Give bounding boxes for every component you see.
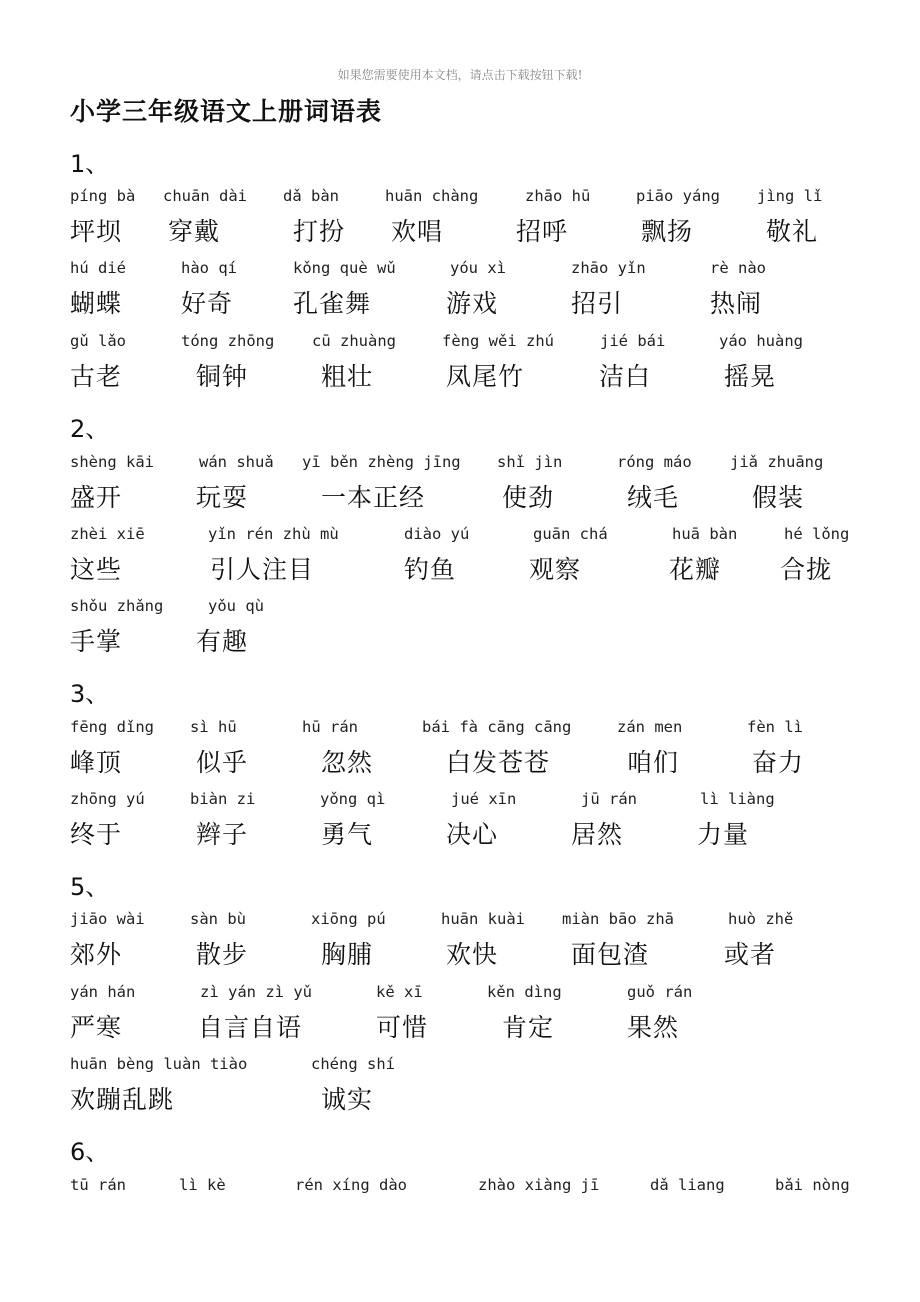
pinyin-text: jìng lǐ <box>757 187 823 205</box>
download-notice: 如果您需要使用本文档，请点击下载按钮下载! <box>337 68 583 82</box>
pinyin-text: diào yú <box>404 525 470 543</box>
pinyin-text: róng máo <box>617 453 692 471</box>
pinyin-text: píng bà <box>70 187 136 205</box>
pinyin-text: zhāo hū <box>525 187 591 205</box>
vocab-word: 这些 <box>70 555 123 584</box>
vocab-word: 好奇 <box>181 289 234 318</box>
vocab-word: 咱们 <box>627 748 680 777</box>
vocab-word: 有趣 <box>196 627 249 656</box>
pinyin-text: rén xíng dào <box>295 1176 407 1194</box>
vocab-word: 使劲 <box>502 483 555 512</box>
vocab-word: 欢快 <box>446 940 499 969</box>
vocab-word: 决心 <box>446 820 499 849</box>
pinyin-text: cū zhuàng <box>312 332 396 350</box>
vocab-word: 盛开 <box>70 483 123 512</box>
vocab-word: 散步 <box>196 940 249 969</box>
vocab-word: 招引 <box>571 289 624 318</box>
vocab-word: 勇气 <box>321 820 374 849</box>
vocab-word: 打扮 <box>293 217 346 246</box>
vocab-word: 凤尾竹 <box>446 362 525 391</box>
vocab-word: 终于 <box>70 820 123 849</box>
pinyin-text: lì kè <box>179 1176 226 1194</box>
pinyin-text: yáo huàng <box>719 332 803 350</box>
lesson-number: 5、 <box>70 873 110 901</box>
pinyin-text: dǎ liang <box>650 1176 725 1194</box>
vocab-word: 肯定 <box>502 1013 555 1042</box>
pinyin-text: zhèi xiē <box>70 525 145 543</box>
pinyin-text: kěn dìng <box>487 983 562 1001</box>
vocab-word: 飘扬 <box>641 217 694 246</box>
pinyin-text: fèng wěi zhú <box>442 332 554 350</box>
vocab-word: 忽然 <box>321 748 374 777</box>
lesson-number: 6、 <box>70 1138 110 1166</box>
vocab-word: 敬礼 <box>766 217 819 246</box>
pinyin-text: fèn lì <box>747 718 803 736</box>
pinyin-text: xiōng pú <box>311 910 386 928</box>
pinyin-text: huā bàn <box>672 525 738 543</box>
vocab-word: 钓鱼 <box>404 555 457 584</box>
lesson-number: 2、 <box>70 415 110 443</box>
vocab-word: 一本正经 <box>321 483 426 512</box>
vocab-word: 欢唱 <box>391 217 444 246</box>
pinyin-text: sì hū <box>190 718 237 736</box>
vocab-word: 粗壮 <box>321 362 374 391</box>
vocab-word: 绒毛 <box>627 483 680 512</box>
vocab-word: 游戏 <box>446 289 499 318</box>
vocab-word: 假装 <box>752 483 805 512</box>
pinyin-text: yī běn zhèng jīng <box>302 453 461 471</box>
pinyin-text: hào qí <box>181 259 237 277</box>
pinyin-text: huān chàng <box>385 187 479 205</box>
vocab-word: 铜钟 <box>196 362 249 391</box>
pinyin-text: hū rán <box>302 718 358 736</box>
pinyin-text: bái fà cāng cāng <box>422 718 572 736</box>
pinyin-text: shǒu zhǎng <box>70 597 164 615</box>
pinyin-text: zán men <box>617 718 683 736</box>
pinyin-text: hé lǒng <box>784 525 850 543</box>
pinyin-text: rè nào <box>710 259 766 277</box>
vocab-word: 自言自语 <box>198 1013 303 1042</box>
pinyin-text: jué xīn <box>451 790 517 808</box>
pinyin-text: yǒu qù <box>208 597 264 615</box>
vocab-word: 热闹 <box>710 289 763 318</box>
vocab-word: 古老 <box>70 362 123 391</box>
pinyin-text: yóu xì <box>450 259 506 277</box>
pinyin-text: zhōng yú <box>70 790 145 808</box>
vocab-word: 居然 <box>571 820 624 849</box>
pinyin-text: tū rán <box>70 1176 126 1194</box>
vocab-word: 似乎 <box>196 748 249 777</box>
pinyin-text: chéng shí <box>311 1055 395 1073</box>
page-title: 小学三年级语文上册词语表 <box>70 97 383 126</box>
vocab-word: 花瓣 <box>669 555 722 584</box>
pinyin-text: guǒ rán <box>627 983 693 1001</box>
pinyin-text: chuān dài <box>163 187 247 205</box>
pinyin-text: wán shuǎ <box>199 453 274 471</box>
vocab-word: 严寒 <box>70 1013 123 1042</box>
pinyin-text: yán hán <box>70 983 136 1001</box>
vocab-word: 白发苍苍 <box>446 748 551 777</box>
pinyin-text: hú dié <box>70 259 126 277</box>
pinyin-text: yǒng qì <box>320 790 386 808</box>
pinyin-text: miàn bāo zhā <box>562 910 674 928</box>
pinyin-text: kǒng què wǔ <box>293 259 396 277</box>
vocab-word: 穿戴 <box>168 217 221 246</box>
pinyin-text: jiǎ zhuāng <box>730 453 824 471</box>
vocab-word: 胸脯 <box>321 940 374 969</box>
pinyin-text: zhāo yǐn <box>571 259 646 277</box>
vocab-word: 招呼 <box>516 217 569 246</box>
vocab-word: 郊外 <box>70 940 123 969</box>
vocab-word: 引人注目 <box>210 555 315 584</box>
pinyin-text: yǐn rén zhù mù <box>208 525 339 543</box>
vocab-word: 摇晃 <box>724 362 777 391</box>
lesson-number: 1、 <box>70 150 110 178</box>
pinyin-text: huān kuài <box>441 910 525 928</box>
pinyin-text: zì yán zì yǔ <box>200 983 312 1001</box>
pinyin-text: biàn zi <box>190 790 256 808</box>
pinyin-text: shèng kāi <box>70 453 154 471</box>
pinyin-text: huān bèng luàn tiào <box>70 1055 248 1073</box>
lesson-number: 3、 <box>70 680 110 708</box>
vocab-word: 诚实 <box>321 1085 374 1114</box>
vocab-word: 辫子 <box>196 820 249 849</box>
pinyin-text: bǎi nòng <box>775 1176 850 1194</box>
pinyin-text: jiāo wài <box>70 910 145 928</box>
vocab-word: 观察 <box>529 555 582 584</box>
pinyin-text: dǎ bàn <box>283 187 339 205</box>
vocab-word: 蝴蝶 <box>70 289 123 318</box>
pinyin-text: zhào xiàng jī <box>478 1176 600 1194</box>
pinyin-text: piāo yáng <box>636 187 720 205</box>
pinyin-text: gǔ lǎo <box>70 332 126 350</box>
vocab-word: 可惜 <box>376 1013 429 1042</box>
vocab-word: 面包渣 <box>571 940 650 969</box>
vocab-word: 手掌 <box>70 627 123 656</box>
pinyin-text: jié bái <box>600 332 666 350</box>
vocab-word: 欢蹦乱跳 <box>70 1085 175 1114</box>
vocab-word: 玩耍 <box>196 483 249 512</box>
vocab-word: 坪坝 <box>70 217 123 246</box>
vocab-word: 合拢 <box>780 555 833 584</box>
pinyin-text: kě xī <box>376 983 423 1001</box>
vocab-word: 果然 <box>627 1013 680 1042</box>
vocab-word: 孔雀舞 <box>293 289 372 318</box>
vocab-word: 峰顶 <box>70 748 123 777</box>
pinyin-text: tóng zhōng <box>181 332 275 350</box>
vocab-word: 洁白 <box>599 362 652 391</box>
pinyin-text: jū rán <box>581 790 637 808</box>
vocab-word: 力量 <box>697 820 750 849</box>
vocab-word: 或者 <box>724 940 777 969</box>
pinyin-text: guān chá <box>533 525 608 543</box>
pinyin-text: lì liàng <box>700 790 775 808</box>
pinyin-text: sàn bù <box>190 910 246 928</box>
pinyin-text: shǐ jìn <box>497 453 563 471</box>
vocab-word: 奋力 <box>752 748 805 777</box>
pinyin-text: fēng dǐng <box>70 718 154 736</box>
pinyin-text: huò zhě <box>728 910 794 928</box>
